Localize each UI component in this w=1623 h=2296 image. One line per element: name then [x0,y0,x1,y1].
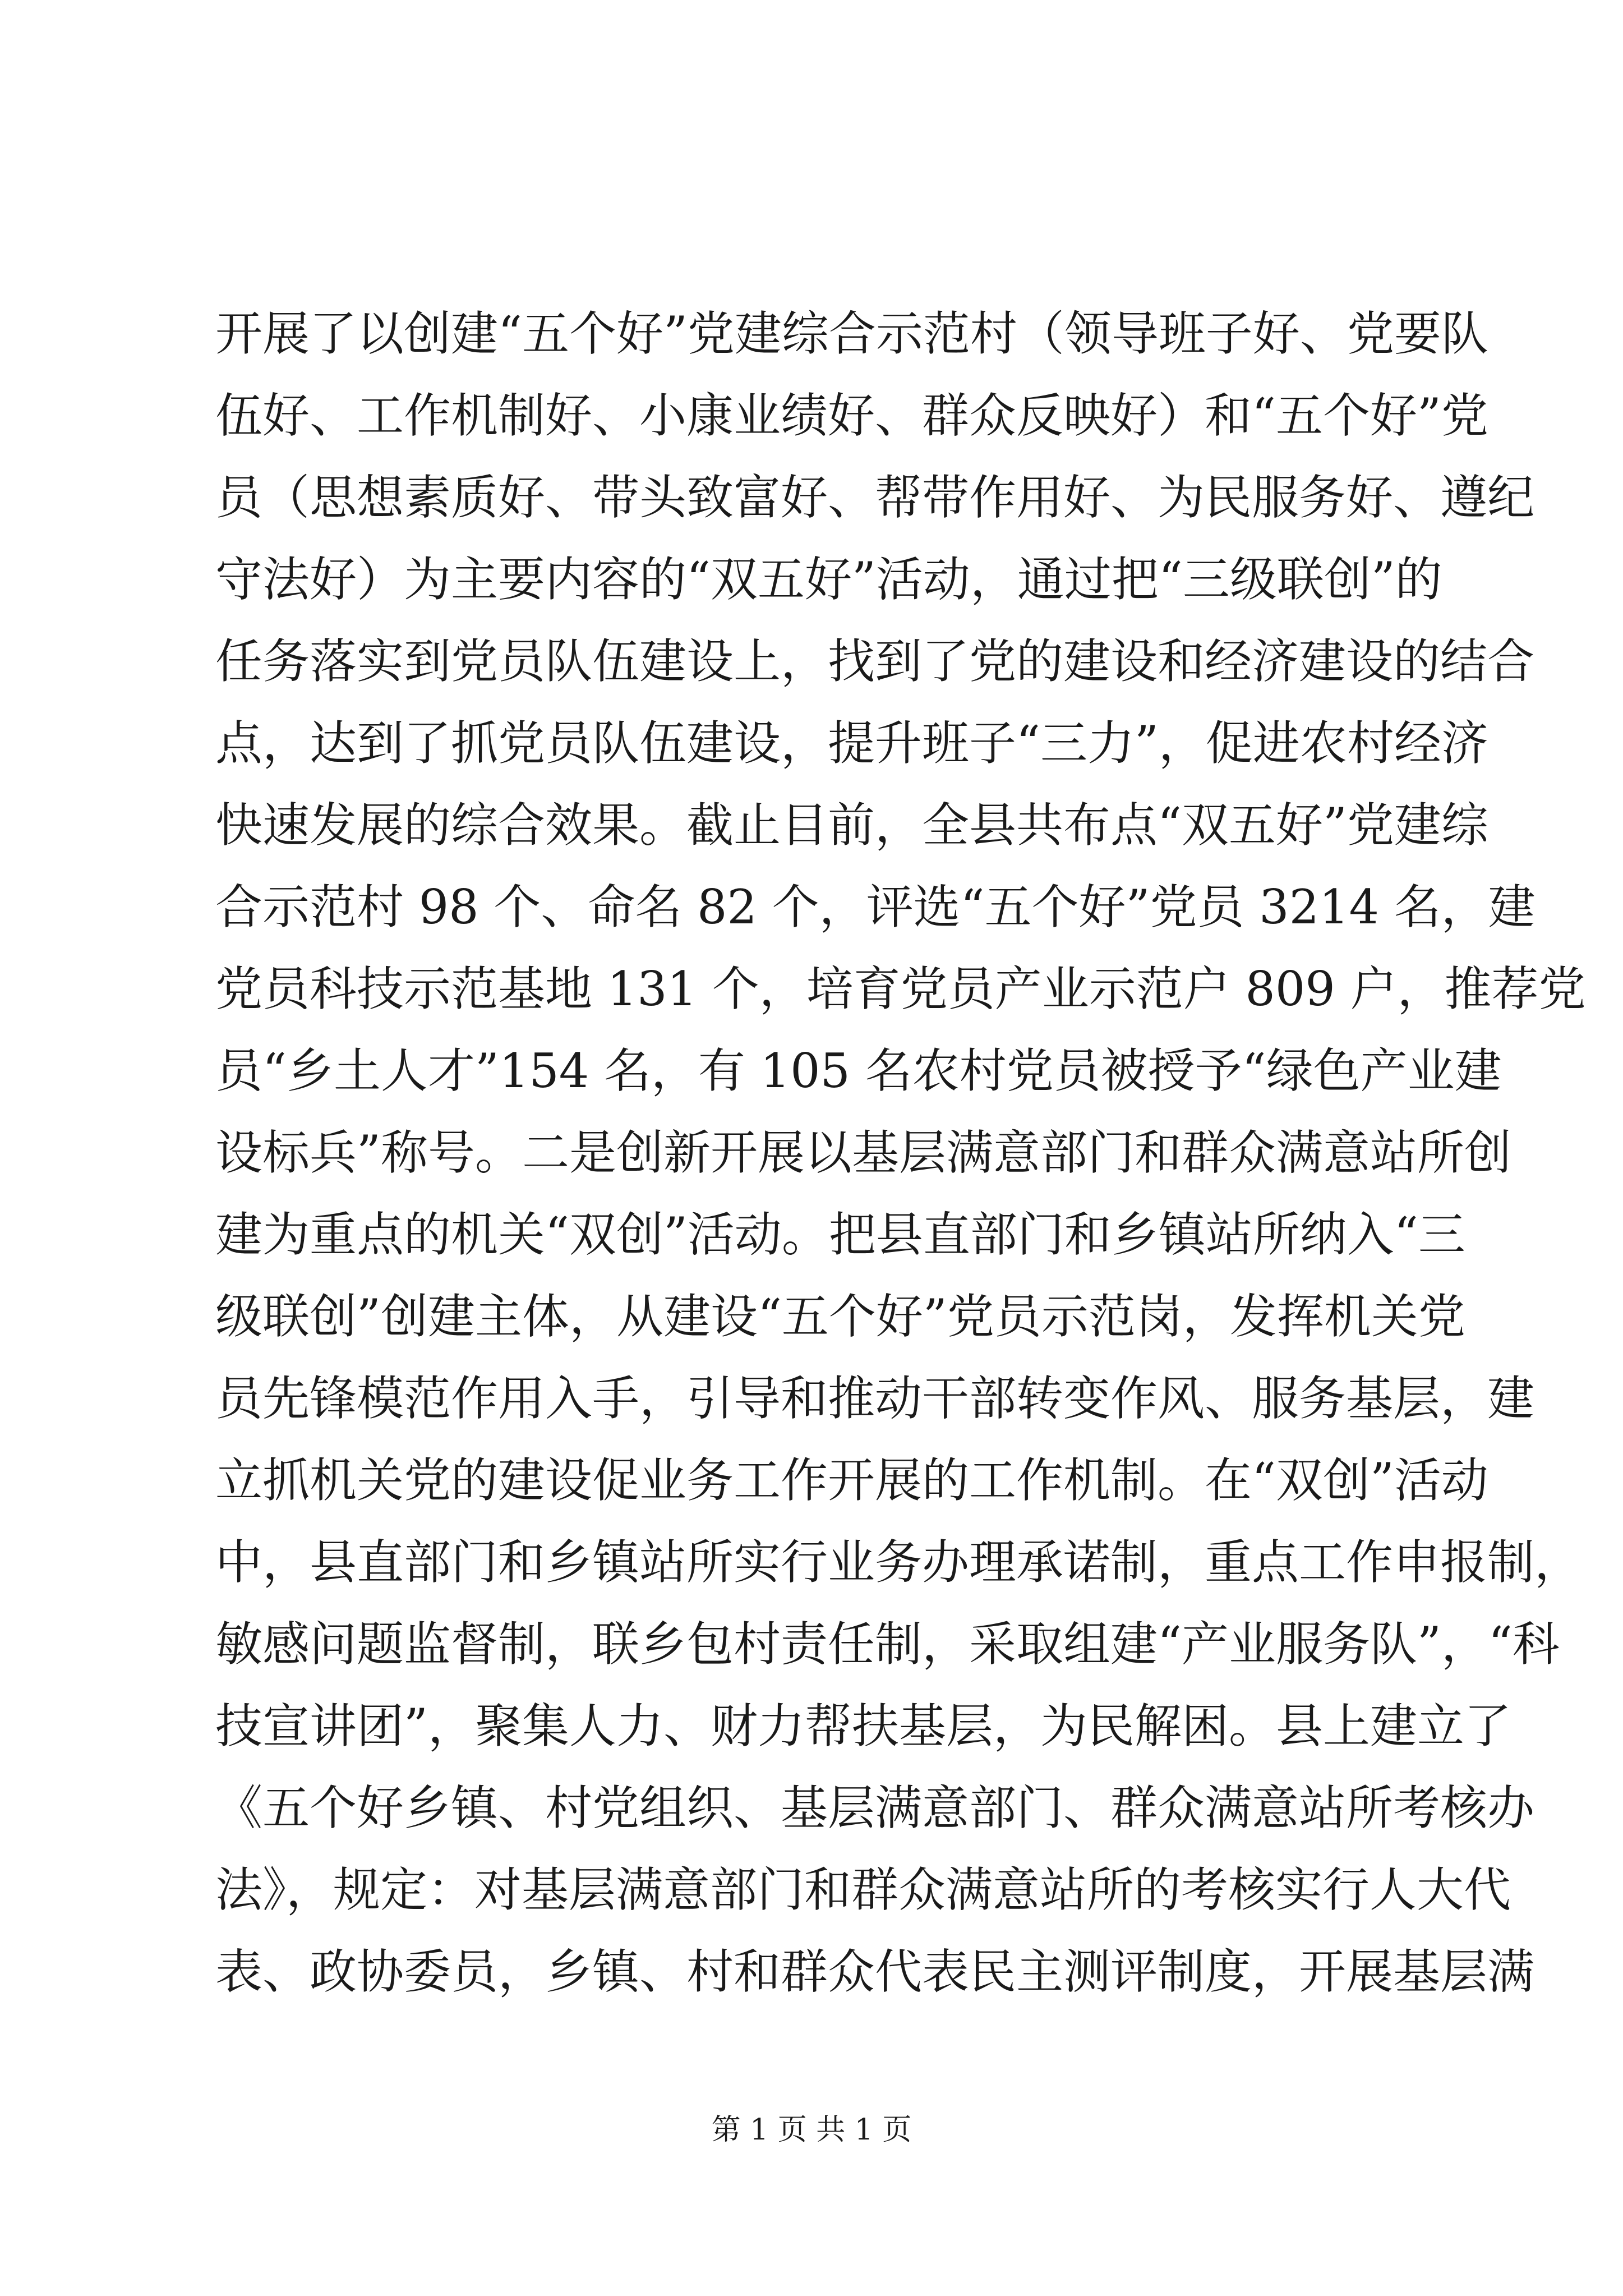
text-line: 中，县直部门和乡镇站所实行业务办理承诺制，重点工作申报制， [215,1535,1582,1590]
text-line: 员（思想素质好、带头致富好、帮带作用好、为民服务好、遵纪 [215,470,1535,525]
text-line: 伍好、工作机制好、小康业绩好、群众反映好）和“五个好”党 [215,388,1488,443]
text-line: 点，达到了抓党员队伍建设，提升班子“三力”，促进农村经济 [215,716,1488,771]
text-line: 快速发展的综合效果。截止目前，全县共布点“双五好”党建综 [215,798,1488,853]
text-line: 守法好）为主要内容的“双五好”活动，通过把“三级联创”的 [215,552,1442,607]
text-line: 级联创”创建主体，从建设“五个好”党员示范岗，发挥机关党 [215,1289,1465,1344]
text-line: 立抓机关党的建设促业务工作开展的工作机制。在“双创”活动 [215,1453,1488,1508]
text-line: 合示范村 98 个、命名 82 个，评选“五个好”党员 3214 名，建 [215,880,1536,935]
text-line: 《五个好乡镇、村党组织、基层满意部门、群众满意站所考核办 [215,1780,1535,1835]
text-line: 技宣讲团”，聚集人力、财力帮扶基层，为民解困。县上建立了 [215,1699,1511,1754]
text-line: 员“乡土人才”154 名，有 105 名农村党员被授予“绿色产业建 [215,1043,1502,1098]
page-footer [0,2110,1623,2150]
text-line: 表、政协委员，乡镇、村和群众代表民主测评制度，开展基层满 [215,1944,1535,1999]
page-number: 第 1 页 共 1 页 [711,2113,912,2147]
body-paragraph [215,293,1586,2013]
text-line: 任务落实到党员队伍建设上，找到了党的建设和经济建设的结合 [215,634,1535,689]
text-line: 设标兵”称号。二是创新开展以基层满意部门和群众满意站所创 [215,1125,1511,1180]
text-line: 党员科技示范基地 131 个，培育党员产业示范户 809 户，推荐党 [215,961,1586,1016]
text-line: 开展了以创建“五个好”党建综合示范村（领导班子好、党要队 [215,306,1488,361]
text-line: 法》，规定：对基层满意部门和群众满意站所的考核实行人大代 [215,1862,1511,1917]
text-line: 员先锋模范作用入手，引导和推动干部转变作风、服务基层，建 [215,1371,1535,1426]
text-line: 敏感问题监督制，联乡包村责任制，采取组建“产业服务队”，“科 [215,1617,1560,1672]
text-line: 建为重点的机关“双创”活动。把县直部门和乡镇站所纳入“三 [215,1207,1465,1262]
